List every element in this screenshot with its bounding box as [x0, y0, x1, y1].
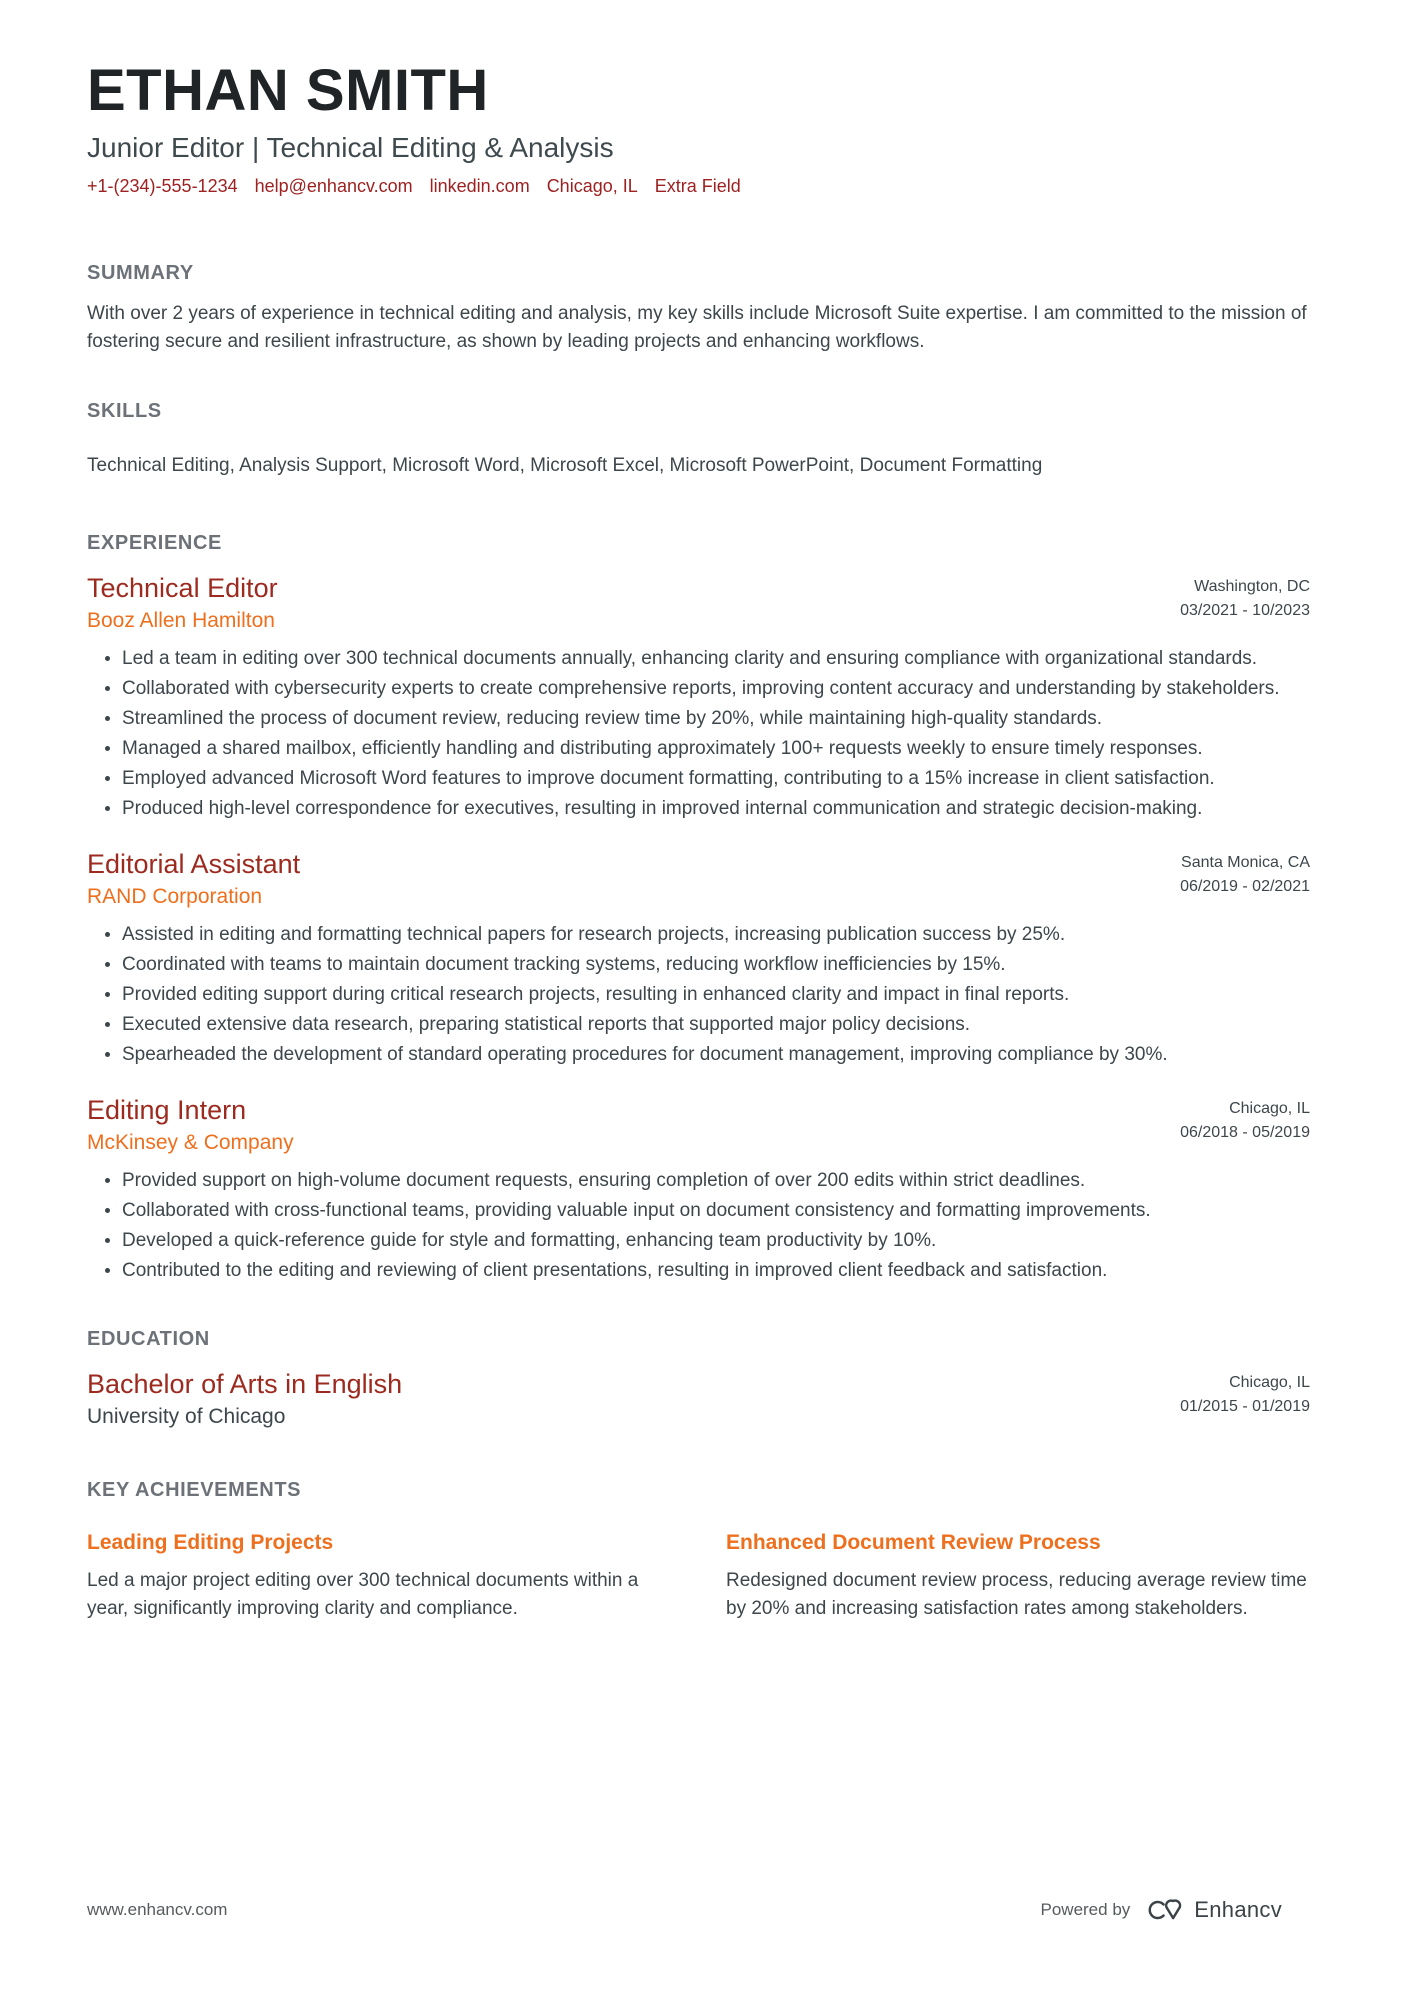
experience-bullet: Executed extensive data research, preparing statistical reports that supported major policy decisions. [122, 1011, 1310, 1038]
degree-title: Bachelor of Arts in English [87, 1368, 403, 1399]
summary-text: With over 2 years of experience in technical editing and analysis, my key skills include Microsoft Suite expertise. I am committed to the mission of fostering secure and resilient infrastructure, as shown by leading projects and enhancing workflows. [87, 302, 1307, 352]
job-title: Technical Editor [87, 572, 278, 603]
footer-website-link[interactable]: www.enhancv.com [87, 1900, 228, 1919]
experience-entry-header [87, 572, 1310, 635]
achievement-item [726, 1529, 1310, 1623]
candidate-name: ETHAN SMITH [87, 58, 489, 123]
candidate-headline: Junior Editor | Technical Editing & Analysis [87, 131, 614, 163]
school-name: University of Chicago [87, 1404, 286, 1428]
contact-linkedin[interactable]: linkedin.com [429, 175, 530, 196]
experience-bullet: Assisted in editing and formatting technical papers for research projects, increasing publication success by 25%. [122, 921, 1310, 948]
achievement-text: Redesigned document review process, reducing average review time by 20% and increasing satisfaction rates among stakeholders. [726, 1569, 1307, 1619]
enhancv-logo-icon [1144, 1897, 1186, 1923]
experience-entry-header [87, 848, 1310, 911]
job-bullets [87, 645, 1310, 822]
section-experience [87, 530, 1310, 1284]
experience-bullet: Produced high-level correspondence for executives, resulting in improved internal communication and strategic decision-making. [122, 795, 1310, 822]
experience-bullet: Provided editing support during critical research projects, resulting in enhanced clarity and impact in final reports. [122, 981, 1310, 1008]
job-location: Washington, DC [1194, 577, 1310, 595]
job-title: Editing Intern [87, 1094, 247, 1125]
experience-bullet: Developed a quick-reference guide for style and formatting, enhancing team productivity by 10%. [122, 1227, 1310, 1254]
contact-row [87, 174, 1310, 198]
achievement-title: Enhanced Document Review Process [726, 1530, 1101, 1554]
job-company: RAND Corporation [87, 884, 263, 908]
education-heading: EDUCATION [87, 1327, 210, 1350]
experience-bullet: Managed a shared mailbox, efficiently handling and distributing approximately 100+ requests weekly to ensure timely responses. [122, 735, 1310, 762]
experience-entry [87, 572, 1310, 822]
experience-entry [87, 1094, 1310, 1284]
achievements-grid [87, 1529, 1310, 1623]
education-location: Chicago, IL [1229, 1373, 1310, 1391]
enhancv-brand[interactable] [1144, 1897, 1282, 1923]
section-skills [87, 398, 1310, 480]
experience-bullet: Collaborated with cybersecurity experts to create comprehensive reports, improving content accuracy and understanding by stakeholders. [122, 675, 1310, 702]
job-bullets [87, 921, 1310, 1068]
experience-bullet: Streamlined the process of document review, reducing review time by 20%, while maintaining high-quality standards. [122, 705, 1310, 732]
achievement-text: Led a major project editing over 300 technical documents within a year, significantly improving clarity and compliance. [87, 1569, 639, 1619]
powered-by-label: Powered by [1040, 1900, 1131, 1919]
section-education [87, 1326, 1310, 1431]
contact-location: Chicago, IL [546, 175, 638, 196]
contact-email[interactable]: help@enhancv.com [254, 175, 413, 196]
contact-extra-field: Extra Field [654, 175, 741, 196]
summary-heading: SUMMARY [87, 261, 194, 284]
experience-bullet: Led a team in editing over 300 technical documents annually, enhancing clarity and ensuring compliance with organizational standards. [122, 645, 1310, 672]
experience-bullet: Spearheaded the development of standard operating procedures for document management, improving compliance by 30%. [122, 1041, 1310, 1068]
experience-bullet: Provided support on high-volume document requests, ensuring completion of over 200 edits within strict deadlines. [122, 1167, 1310, 1194]
experience-entry-header [87, 1094, 1310, 1157]
resume-header [87, 58, 1310, 198]
job-location: Santa Monica, CA [1181, 853, 1310, 871]
job-title: Editorial Assistant [87, 848, 301, 879]
experience-bullet: Coordinated with teams to maintain document tracking systems, reducing workflow inefficiencies by 15%. [122, 951, 1310, 978]
job-dates: 06/2019 - 02/2021 [1180, 877, 1310, 895]
achievements-heading: KEY ACHIEVEMENTS [87, 1478, 302, 1501]
experience-bullet: Employed advanced Microsoft Word features to improve document formatting, contributing to a 15% increase in client satisfaction. [122, 765, 1310, 792]
footer-branding [1041, 1897, 1283, 1923]
experience-entry [87, 848, 1310, 1068]
page-footer [87, 1897, 1282, 1923]
experience-heading: EXPERIENCE [87, 531, 222, 554]
achievement-title: Leading Editing Projects [87, 1530, 334, 1554]
education-entry-header [87, 1368, 1310, 1431]
job-bullets [87, 1167, 1310, 1284]
job-company: McKinsey & Company [87, 1130, 294, 1154]
job-dates: 03/2021 - 10/2023 [1180, 601, 1310, 619]
education-entry [87, 1368, 1310, 1431]
section-summary [87, 260, 1310, 356]
contact-phone[interactable]: +1-(234)-555-1234 [87, 175, 238, 196]
job-company: Booz Allen Hamilton [87, 608, 275, 632]
achievement-item [87, 1529, 671, 1623]
enhancv-brand-name: Enhancv [1194, 1897, 1282, 1922]
experience-bullet: Contributed to the editing and reviewing of client presentations, resulting in improved client feedback and satisfaction. [122, 1257, 1310, 1284]
section-key-achievements [87, 1477, 1310, 1623]
skills-heading: SKILLS [87, 399, 162, 422]
job-location: Chicago, IL [1229, 1099, 1310, 1117]
experience-bullet: Collaborated with cross-functional teams, providing valuable input on document consistency and formatting improvements. [122, 1197, 1310, 1224]
education-dates: 01/2015 - 01/2019 [1180, 1397, 1310, 1415]
skills-list: Technical Editing, Analysis Support, Microsoft Word, Microsoft Excel, Microsoft PowerPoint, Document Formatting [87, 454, 1043, 476]
job-dates: 06/2018 - 05/2019 [1180, 1123, 1310, 1141]
